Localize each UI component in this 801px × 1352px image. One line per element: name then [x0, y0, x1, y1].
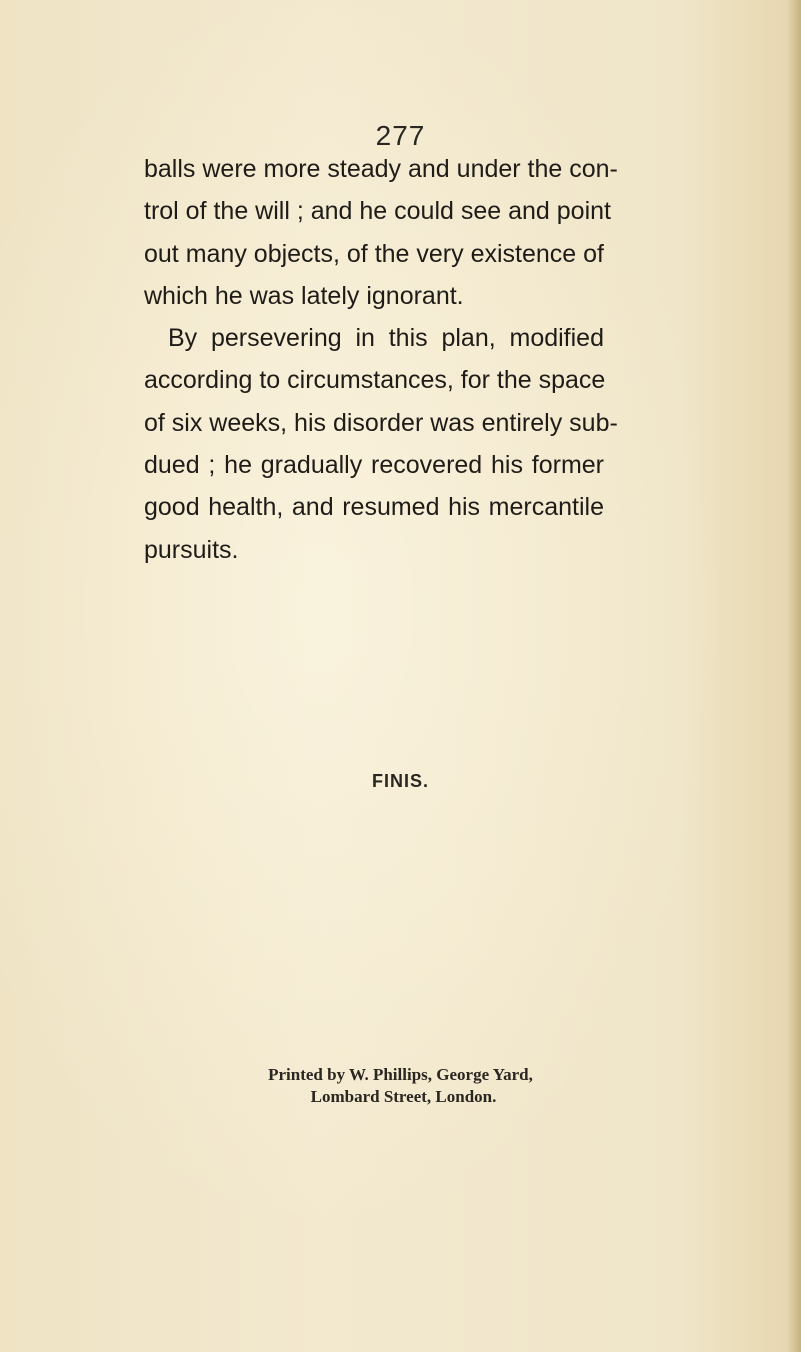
- text-line: dued ; he gradually recovered his former: [144, 451, 604, 480]
- paragraph: [144, 317, 618, 571]
- text-line: of six weeks, his disorder was entirely sub-: [144, 408, 618, 437]
- text-line: pursuits.: [144, 535, 239, 564]
- text-line: good health, and resumed his mercantile: [144, 493, 604, 522]
- text-line: which he was lately ignorant.: [144, 281, 464, 310]
- page-edge-shadow: [787, 0, 801, 1352]
- text-line: By persevering in this plan, modified: [168, 324, 604, 353]
- text-line: trol of the will ; and he could see and point: [144, 197, 611, 226]
- text-line: balls were more steady and under the con-: [144, 155, 618, 183]
- text-line: out many objects, of the very existence of: [144, 239, 604, 268]
- page-number: 277: [375, 120, 426, 151]
- printer-imprint: [0, 1064, 801, 1108]
- finis-heading: FINIS.: [371, 771, 429, 791]
- paragraph: [144, 148, 618, 317]
- body-text: [144, 148, 618, 571]
- imprint-line: Lombard Street, London.: [310, 1087, 497, 1106]
- text-line: according to circumstances, for the space: [144, 366, 606, 395]
- imprint-line: Printed by W. Phillips, George Yard,: [268, 1065, 533, 1084]
